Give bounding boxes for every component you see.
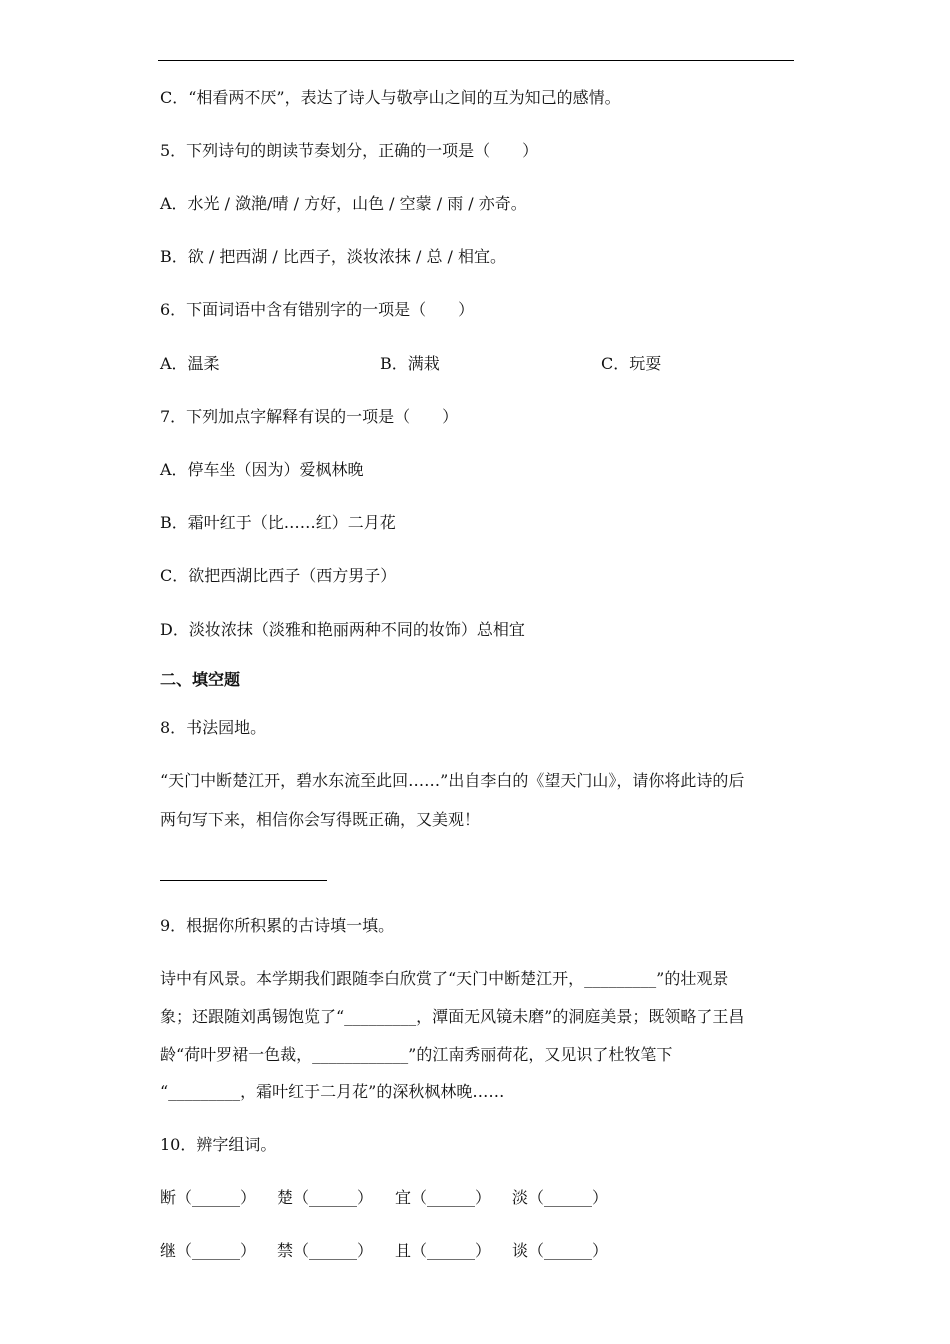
q9-passage-line-3: 龄“荷叶罗裙一色裁，____________”的江南秀丽荷花，又见识了杜牧笔下 — [160, 1045, 673, 1064]
q10-cell: 谈（______） — [512, 1241, 609, 1260]
q4-option-c: C．“相看两不厌”，表达了诗人与敬亭山之间的互为知己的感情。 — [160, 88, 621, 107]
q6-option-c: C．玩耍 — [601, 354, 662, 373]
q7-option-a: A．停车坐（因为）爱枫林晚 — [160, 460, 364, 479]
q10-cell: 宜（______） — [395, 1188, 492, 1207]
q5-option-a: A．水光 / 潋滟/晴 / 方好，山色 / 空蒙 / 雨 / 亦奇。 — [160, 194, 527, 213]
q8-prompt-line-2: 两句写下来，相信你会写得既正确，又美观！ — [160, 810, 481, 829]
q5-option-b: B．欲 / 把西湖 / 比西子，淡妆浓抹 / 总 / 相宜。 — [160, 247, 507, 266]
q10-cell: 继（______） — [160, 1241, 257, 1260]
q9-passage-line-4: “_________，霜叶红于二月花”的深秋枫林晚…… — [160, 1082, 505, 1101]
q10-cell: 淡（______） — [512, 1188, 609, 1207]
q10-stem: 10．辨字组词。 — [160, 1135, 277, 1154]
q6-option-b: B．满栽 — [380, 354, 440, 373]
q9-passage-line-1: 诗中有风景。本学期我们跟随李白欣赏了“天门中断楚江开，_________”的壮观景 — [160, 969, 729, 988]
q9-stem: 9．根据你所积累的古诗填一填。 — [160, 916, 395, 935]
q5-stem: 5．下列诗句的朗读节奏划分，正确的一项是（ ） — [160, 141, 539, 160]
q10-cell: 且（______） — [395, 1241, 492, 1260]
section-heading-fill-blank: 二、填空题 — [160, 670, 241, 689]
header-rule — [158, 60, 794, 61]
q6-option-a: A．温柔 — [160, 354, 220, 373]
q8-stem: 8．书法园地。 — [160, 718, 267, 737]
q8-prompt-line-1: “天门中断楚江开，碧水东流至此回……”出自李白的《望天门山》，请你将此诗的后 — [160, 771, 745, 790]
q7-option-c: C．欲把西湖比西子（西方男子） — [160, 566, 397, 585]
q7-stem: 7．下列加点字解释有误的一项是（ ） — [160, 407, 459, 426]
q8-answer-line[interactable] — [160, 880, 327, 881]
q10-cell: 禁（______） — [277, 1241, 374, 1260]
q10-cell: 断（______） — [160, 1188, 257, 1207]
q6-stem: 6．下面词语中含有错别字的一项是（ ） — [160, 300, 475, 319]
q7-option-b: B．霜叶红于（比……红）二月花 — [160, 513, 396, 532]
q9-passage-line-2: 象；还跟随刘禹锡饱览了“_________，潭面无风镜未磨”的洞庭美景；既领略了王昌 — [160, 1007, 745, 1026]
q7-option-d: D．淡妆浓抹（淡雅和艳丽两种不同的妆饰）总相宜 — [160, 620, 525, 639]
q10-cell: 楚（______） — [277, 1188, 374, 1207]
